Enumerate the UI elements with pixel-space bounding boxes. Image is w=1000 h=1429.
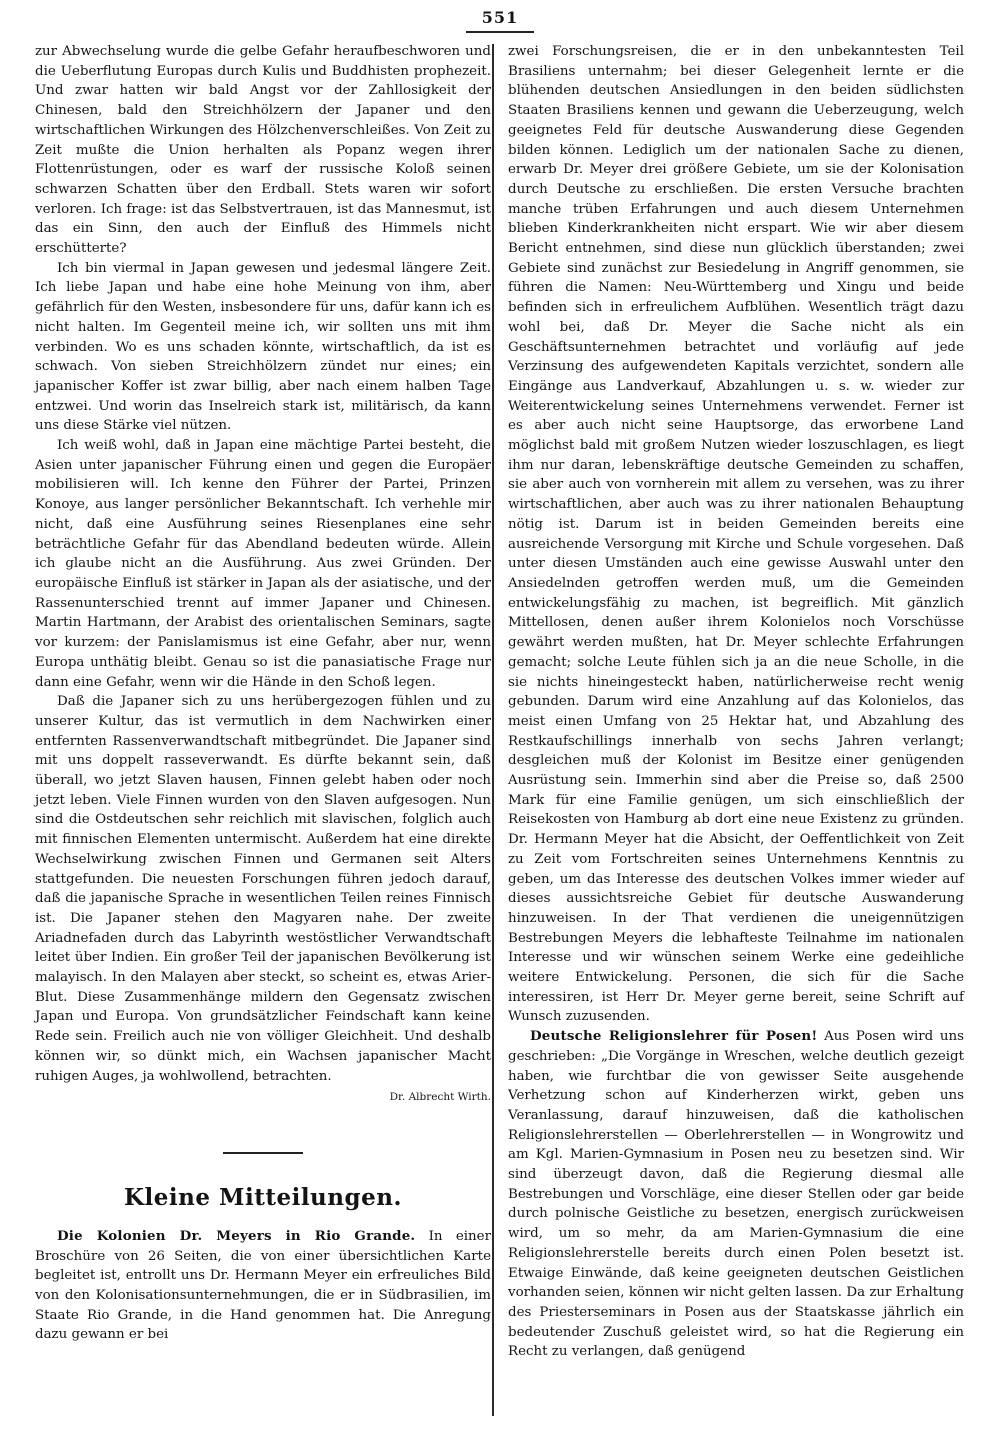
notice-text: In einer Broschüre von 26 Seiten, die von einer übersichtlichen Karte begleitet ist, entrollt uns Dr. Hermann Meyer ein erfreuliches Bild von den Kolonisationsunternehmungen, die er in Südbrasilien, im Staate Rio Grande, in die Hand genommen hat. Die Anregung dazu gewann er bei: [35, 1228, 491, 1343]
article-paragraph: Ich weiß wohl, daß in Japan eine mächtige Partei besteht, die Asien unter japanischer Führung einen und gegen die Europäer mobilisieren will. Ich kenne den Führer der Partei, Prinzen Konoye, aus langer persönlicher Bekanntschaft. Ich verhehle mir nicht, daß eine Ausführung seines Riesenplanes eine sehr beträchtliche Gefahr für das Abendland bedeuten würde. Allein ich glaube nicht an die Ausführung. Aus zwei Gründen. Der europäische Einfluß ist stärker in Japan als der asiatische, und der Rassenunterschied trennt auf immer Japaner und Chinesen. Martin Hartmann, der Arabist des orientalischen Seminars, sagte vor kurzem: der Panislamismus ist eine Gefahr, aber nur, wenn Europa unthätig bleibt. Genau so ist die panasiatische Frage nur dann eine Gefahr, wenn wir die Hände in den Schoß legen.: [35, 438, 491, 690]
page-number: 551: [481, 8, 519, 27]
page-number-rule: [466, 31, 534, 33]
column-divider: [492, 44, 494, 1416]
right-column: [508, 42, 964, 1362]
article-paragraph: zwei Forschungsreisen, die er in den unbekanntesten Teil Brasiliens unternahm; bei dieser Gelegenheit lernte er die blühenden deutschen Ansiedlungen in den beiden südlichsten Staaten Brasiliens kennen und gewann die Ueberzeugung, welch geeignetes Feld für deutsche Auswanderung diese Gegenden bilden können. Lediglich um der nationalen Sache zu dienen, erwarb Dr. Meyer drei größere Gebiete, um sie der Kolonisation durch Deutsche zu erschließen. Die ersten Versuche brachten manche trüben Erfahrungen und auch diesem Unternehmen blieben Kinderkrankheiten nicht erspart. Wie wir aber diesem Bericht entnehmen, sind diese nun glücklich überstanden; zwei Gebiete sind zunächst zur Besiedelung in Angriff genommen, sie führen die Namen: Neu-Württemberg und Xingu und beide befinden sich in erfreulichem Aufblühen. Wesentlich trägt dazu wohl bei, daß Dr. Meyer die Sache nicht als ein Geschäftsunternehmen betrachtet und vorläufig auf jede Verzinsung des aufgewendeten Kapitals verzichtet, sondern alle Eingänge aus Landverkauf, Abzahlungen u. s. w. wieder zur Weiterentwickelung seines Unternehmens verwendet. Ferner ist es aber auch nicht seine Hauptsorge, das erworbene Land möglichst bald mit großem Nutzen wieder loszuschlagen, es liegt ihm nur daran, lebenskräftige deutsche Gemeinden zu schaffen, sie aber auch von vornherein mit allem zu versehen, was zu ihrer wirtschaftlichen, aber auch was zu ihrer nationalen Behauptung nötig ist. Darum ist in beiden Gemeinden bereits eine ausreichende Versorgung mit Kirche und Schule vorgesehen. Daß unter diesen Umständen auch eine gewisse Auswahl unter den Ansiedelnden getroffen werden muß, um die Gemeinden entwickelungsfähig zu machen, ist begreiflich. Mit gänzlich Mittellosen, denen außer ihrem Kolonielos noch Vorschüsse gewährt werden mußten, hat Dr. Meyer schlechte Erfahrungen gemacht; solche Leute fühlen sich ja an die neue Scholle, in die sie nichts hineingesteckt haben, natürlicherweise recht wenig gebunden. Darum wird eine Anzahlung auf das Kolonielos, das meist einen Umfang von 25 Hektar hat, und Abzahlung des Restkaufschillings innerhalb von sechs Jahren verlangt; desgleichen muß der Kolonist im Besitze einer genügenden Ausrüstung sein. Immerhin sind aber die Preise so, daß 2500 Mark für eine Familie genügen, um sich einschließlich der Reisekosten von Hamburg ab dort eine neue Existenz zu gründen. Dr. Hermann Meyer hat die Absicht, der Oeffentlichkeit von Zeit zu Zeit vom Fortschreiten seines Unternehmens Kenntnis zu geben, um das Interesse des deutschen Volkes immer wieder auf dieses aussichtsreiche Gebiet für deutsche Auswanderung hinzuweisen. In der That verdienen die uneigennützigen Bestrebungen Meyers die lebhafteste Teilnahme im nationalen Interesse und wir wünschen seinem Werke eine gedeihliche weitere Entwickelung. Personen, die sich für die Sache interessiren, ist Herr Dr. Meyer gerne bereit, seine Schrift auf Wunsch zuzusenden.: [508, 44, 964, 1025]
article-paragraph: Ich bin viermal in Japan gewesen und jedesmal längere Zeit. Ich liebe Japan und habe eine hohe Meinung von ihm, aber gefährlich für den Westen, insbesondere für uns, dafür kann ich es nicht halten. Im Gegenteil meine ich, wir sollten uns mit ihm verbinden. Wo es uns schaden könnte, wirtschaftlich, da ist es schwach. Von sieben Streichhölzern zündet nur eines; ein japanischer Koffer ist zwar billig, aber nach einem halben Tage entzwei. Und worin das Inselreich stark ist, militärisch, da kann uns diese Stärke viel nützen.: [35, 260, 491, 434]
article-paragraph: zur Abwechselung wurde die gelbe Gefahr heraufbeschworen und die Ueberflutung Europas durch Kulis und Buddhisten prophezeit. Und zwar hatten wir bald Angst vor der Zahllosigkeit der Chinesen, bald den Streichhölzern der Japaner und den wirtschaftlichen Wirkungen des Hölzchenverschleißes. Von Zeit zu Zeit mußte die Union herhalten als Popanz wegen ihrer Flottenrüstungen, oder es warf der russische Koloß seinen schwarzen Schatten über den Erdball. Stets waren wir sofort verloren. Ich frage: ist das Selbstvertrauen, ist das Mannesmut, ist das ein Sinn, den auch der Einfluß des Himmels nicht erschütterte?: [35, 44, 491, 257]
notice-text: Aus Posen wird uns geschrieben: „Die Vorgänge in Wreschen, welche deutlich gezeigt haben, wie furchtbar die von gewisser Seite ausgehende Verhetzung schon auf Kinderherzen wirkt, geben uns Veranlassung, darauf hinzuweisen, daß die katholischen Religionslehrerstellen — Oberlehrerstellen — in Wongrowitz und am Kgl. Marien-Gymnasium in Posen neu zu besetzen sind. Wir sind überzeugt davon, daß die Regierung diesmal alle Bestrebungen und Vorschläge, eine dieser Stellen oder gar beide durch polnische Geistliche zu besetzen, energisch zurückweisen wird, um so mehr, da am Marien-Gymnasium die eine Religionslehrerstelle bereits durch einen Polen besetzt ist. Etwaige Einwände, daß keine geeigneten deutschen Geistlichen vorhanden seien, können wir nicht gelten lassen. Da zur Erhaltung des Priesterseminars in Posen aus der Staatskasse jährlich ein bedeutender Zuschuß geleistet wird, so hat die Regierung ein Recht zu verlangen, daß genügend: [508, 1029, 964, 1360]
left-column: [35, 42, 491, 1345]
section-heading: Kleine Mitteilungen.: [124, 1183, 402, 1211]
article-paragraph: Daß die Japaner sich zu uns herübergezogen fühlen und zu unserer Kultur, das ist vermutlich in dem Nachwirken einer entfernten Rassenverwandtschaft mitbegründet. Die Japaner sind mit uns doppelt rasseverwandt. Es dürfte bekannt sein, daß überall, wo jetzt Slaven hausen, Finnen gelebt haben oder noch jetzt leben. Viele Finnen wurden von den Slaven aufgesogen. Nun sind die Ostdeutschen sehr reichlich mit slavischen, folglich auch mit finnischen Elementen untermischt. Außerdem hat eine direkte Wechselwirkung zwischen Finnen und Germanen seit Alters stattgefunden. Die neuesten Forschungen führen jedoch darauf, daß die japanische Sprache in wesentlichen Teilen reines Finnisch ist. Die Japaner stehen den Magyaren nahe. Der zweite Ariadnefaden durch das Labyrinth westöstlicher Verwandtschaft leitet über Indien. Ein großer Teil der japanischen Bevölkerung ist malayisch. In den Malayen aber steckt, so scheint es, etwas Arier-Blut. Diese Zusammenhänge mildern den Gegensatz zwischen Japan und Europa. Von grundsätzlicher Feindschaft kann keine Rede sein. Freilich auch nie von völliger Gleichheit. Und deshalb können wir, so dünkt mich, ein Wachsen japanischer Macht ruhigen Auges, ja wohlwollend, betrachten.: [35, 694, 491, 1084]
section-divider-rule: [223, 1152, 303, 1154]
notice-paragraph: [35, 1227, 491, 1345]
author-signature: Dr. Albrecht Wirth.: [389, 1091, 491, 1104]
notice-title: Deutsche Religionslehrer für Posen!: [530, 1028, 818, 1045]
notice-title: Die Kolonien Dr. Meyers in Rio Grande.: [57, 1227, 416, 1244]
notice-paragraph: [508, 1027, 964, 1362]
